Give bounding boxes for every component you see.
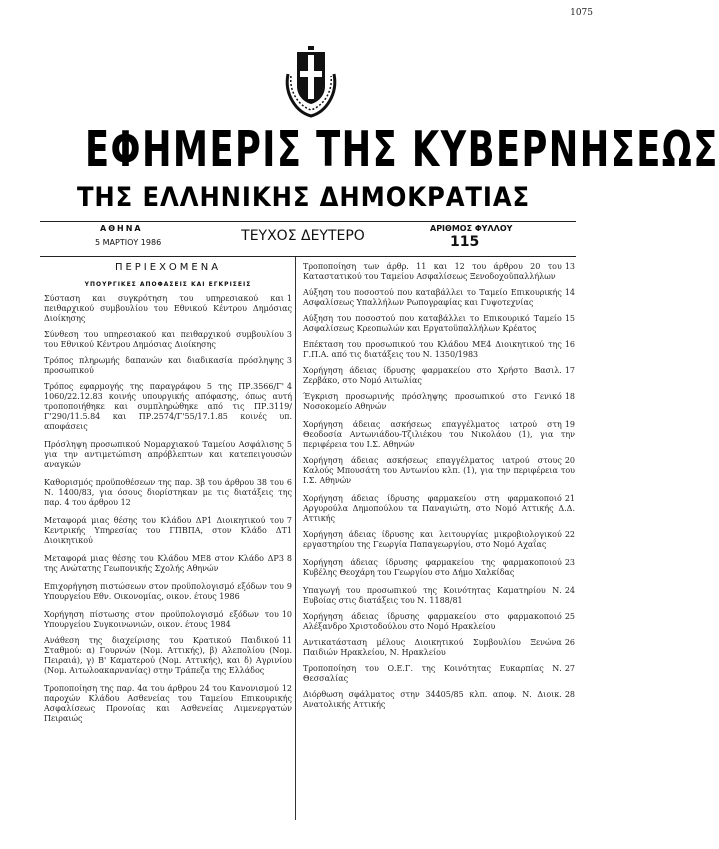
toc-entry — [303, 638, 575, 658]
toc-entry-title: Υπαγωγή του προσωπικού της Κοινότητας Καματηρίου Ν. Ευβοίας στις διατάξεις του Ν. 1188/81 — [303, 586, 562, 605]
toc-entry-title: Αντικατάσταση μέλους Διοικητικού Συμβουλίου Ξενώνα Παιδιών Ηρακλείου, Ν. Ηρακλείου — [303, 638, 562, 657]
issue-volume: ΤΕΥΧΟΣ ΔΕΥΤΕΡΟ — [241, 228, 365, 244]
toc-entry-title: Τρόπος πληρωμής δαπανών και διαδικασία πρόσληψης προσωπικού — [44, 356, 284, 375]
toc-entry-title: Τροποποίηση του Ο.Ε.Γ. της Κοινότητας Ευκαρπίας Ν. Θεσσαλίας — [303, 664, 562, 683]
toc-left-entries — [44, 294, 292, 724]
greek-coat-of-arms-emblem — [282, 40, 340, 120]
toc-entry-title: Σύνθεση του υπηρεσιακού και πειθαρχικού συμβουλίου του Εθνικού Κέντρου Δημόσιας Διοίκησης — [44, 330, 284, 349]
toc-entry-page: 26 — [564, 638, 575, 647]
header-rule-top — [40, 221, 576, 222]
toc-entry — [303, 612, 575, 632]
toc-entry-title: Σύσταση και συγκρότηση του υπηρεσιακού και πειθαρχικού συμβουλίου του Εθνικού Κέντρου Δημόσιας Διοίκησης — [44, 294, 292, 323]
toc-entry — [303, 392, 575, 412]
toc-entry-page: 21 — [564, 494, 575, 503]
toc-entry — [44, 684, 292, 724]
toc-entry-title: Χορήγηση άδειας ασκήσεως επαγγέλματος ιατρού στους Καλούς Μπουσάτη του Αντωνίου κλπ. (1), για την περιφέρεια του Ι.Σ. Αθηνών — [303, 456, 575, 485]
toc-entry-page: 6 — [286, 478, 292, 487]
toc-entry — [44, 294, 292, 324]
toc-entry-title: Χορήγηση άδειας ίδρυσης φαρμακείου στη φαρμακοποιό Αργυρούλα Δημοπούλου τα Παναγιώτη, στο Νομό Αττικής Δ.Δ. Αττικής — [303, 494, 575, 523]
toc-entry — [303, 262, 575, 282]
toc-entry-page: 19 — [564, 420, 575, 429]
toc-entry-page: 23 — [564, 558, 575, 567]
toc-entry-title: Χορήγηση άδειας ίδρυσης φαρμακείου στο φαρμακοποιό Αλέξανδρο Χριστοδούλου στο Νομό Ηρακλείου — [303, 612, 562, 631]
toc-heading: ΠΕΡΙΕΧΟΜΕΝΑ — [114, 262, 222, 273]
page-number: 1075 — [570, 8, 593, 18]
toc-entry-page: 1 — [286, 294, 292, 303]
toc-entry-title: Πρόσληψη προσωπικού Νομαρχιακού Ταμείου Ασφάλισης για την αντιμετώπιση απρόβλεπτων και κατεπειγουσών αναγκών — [44, 440, 292, 469]
toc-entry-page: 10 — [281, 610, 292, 619]
toc-entry-title: Τροποποίηση της παρ. 4α του άρθρου 24 του Κανονισμού παροχών Κλάδου Ασθενείας του Ταμείου Επικουρικής Ασφαλίσεως Προνοίας και Ασθενείας Λιμενεργατών Πειραιώς — [44, 684, 292, 723]
toc-entry-title: Χορήγηση άδειας ίδρυσης φαρμακείου στο Χρήστο Βασιλ. Ζερβάκο, στο Νομό Αιτωλίας — [303, 366, 562, 385]
newspaper-title: ΕΦΗΜΕΡΙΣ ΤΗΣ ΚΥΒΕΡΝΗΣΕΩΣ — [84, 121, 719, 178]
toc-right-column — [303, 262, 575, 716]
toc-entry-title: Μεταφορά μιας θέσης του Κλάδου ΔΡ1 Διοικητικού του Κεντρικής Υπηρεσίας του ΓΠΒΠΑ, στον Κλάδο ΔΤ1 Διοικητικού — [44, 516, 292, 545]
toc-entry-page: 13 — [564, 262, 575, 271]
toc-entry — [44, 610, 292, 630]
toc-entry — [303, 530, 575, 550]
toc-entry — [303, 664, 575, 684]
toc-entry — [303, 456, 575, 486]
toc-entry-page: 22 — [564, 530, 575, 539]
toc-entry — [303, 288, 575, 308]
toc-entry-page: 14 — [564, 288, 575, 297]
issue-date: 5 ΜΑΡΤΙΟΥ 1986 — [95, 238, 162, 247]
toc-entry — [303, 558, 575, 578]
toc-entry — [303, 340, 575, 360]
toc-entry-title: Επέκταση του προσωπικού του Κλάδου ΜΕ4 Διοικητικού της Γ.Π.Α. από τις διατάξεις του Ν. 1350/1983 — [303, 340, 562, 359]
toc-entry-page: 8 — [286, 554, 292, 563]
toc-entry-title: Ανάθεση της διαχείρισης του Κρατικού Παιδικού Σταθμού: α) Γουρνών (Νομ. Αττικής), β) Αλεπολίου (Νομ. Πειραιά), γ) Β' Καματερού (Νομ. Αττικής), και δ) Αγρινίου (Νομ. Αιτωλοακαρνανίας) στην Τράπεζα της Ελλάδος — [44, 636, 292, 675]
toc-subheading: ΥΠΟΥΡΓΙΚΕΣ ΑΠΟΦΑΣΕΙΣ ΚΑΙ ΕΓΚΡΙΣΕΙΣ — [84, 281, 252, 288]
toc-entry-title: Έγκριση προσωρινής πρόσληψης προσωπικού στο Γενικό Νοσοκομείο Αθηνών — [303, 392, 562, 411]
issue-city: ΑΘΗΝΑ — [100, 224, 143, 233]
toc-entry-title: Καθορισμός προϋποθέσεων της παρ. 3β του άρθρου 38 του Ν. 1400/83, για όσους διορίστηκαν με τις διατάξεις της παρ. 4 του άρθρου 12 — [44, 478, 292, 507]
toc-entry — [303, 586, 575, 606]
toc-entry-title: Χορήγηση άδειας ίδρυσης και λειτουργίας μικροβιολογικού εργαστηρίου της Γεωργία Παπαγεωργίου, στο Νομό Αχαΐας — [303, 530, 562, 549]
toc-right-entries — [303, 262, 575, 710]
sheet-number-label: ΑΡΙΘΜΟΣ ΦΥΛΛΟΥ — [430, 224, 513, 233]
toc-entry — [44, 440, 292, 470]
toc-entry-page: 11 — [281, 636, 292, 645]
toc-entry-page: 9 — [286, 582, 292, 591]
toc-entry-page: 3 — [286, 330, 292, 339]
toc-entry-page: 15 — [564, 314, 575, 323]
toc-entry — [303, 420, 575, 450]
toc-entry-title: Τροποποίηση των άρθρ. 11 και 12 του άρθρου 20 του Καταστατικού του Ταμείου Ασφαλίσεως Ξενοδοχοϋπαλλήλων — [303, 262, 562, 281]
toc-entry — [44, 554, 292, 574]
toc-left-column — [44, 262, 292, 730]
toc-entry-page: 25 — [564, 612, 575, 621]
toc-entry-title: Επιχορήγηση πιστώσεων στον προϋπολογισμό εξόδων του Υπουργείου Εθν. Οικονομίας, οικον. έτους 1986 — [44, 582, 284, 601]
toc-entry — [44, 582, 292, 602]
toc-entry-title: Τρόπος εφαρμογής της παραγράφου 5 της ΠΡ.3566/Γ' 1060/22.12.83 κοινής υπουργικής απόφασης, όπως αυτή τροποποιήθηκε και συμπληρώθηκε από τις ΠΡ.3119/Γ'290/11.5.84 και ΠΡ.2574/Γ'55/17.1.85 κοινές υπ. αποφάσεις — [44, 382, 292, 431]
toc-entry-title: Χορήγηση άδειας ίδρυσης φαρμακείου της φαρμακοποιού Κυβέλης Θεοχάρη του Γεωργίου στο Δήμο Χαλκίδας — [303, 558, 562, 577]
toc-entry-page: 3 — [286, 356, 292, 365]
toc-entry-page: 24 — [564, 586, 575, 595]
toc-entry — [303, 314, 575, 334]
toc-entry-page: 7 — [286, 516, 292, 525]
toc-entry — [303, 690, 575, 710]
toc-entry — [44, 356, 292, 376]
toc-entry-page: 20 — [564, 456, 575, 465]
toc-entry — [44, 516, 292, 546]
toc-entry-page: 18 — [564, 392, 575, 401]
toc-entry-title: Χορήγηση πίστωσης στον προϋπολογισμό εξόδων του Υπουργείου Συγκοινωνιών, οικον. έτους 1984 — [44, 610, 279, 629]
toc-entry-page: 12 — [281, 684, 292, 693]
toc-entry-title: Αύξηση του ποσοστού που καταβάλλει το Ταμείο Επικουρικής Ασφαλίσεως Υπαλλήλων Ρωπογραφίας και Γυψοτεχνίας — [303, 288, 562, 307]
toc-entry-page: 27 — [564, 664, 575, 673]
toc-entry-page: 5 — [286, 440, 292, 449]
toc-entry-page: 17 — [564, 366, 575, 375]
toc-entry-title: Αύξηση του ποσοστού που καταβάλλει το Επικουρικό Ταμείο Ασφαλίσεως Κρεοπωλών και Εργατοϋπαλλήλων Κρέατος — [303, 314, 562, 333]
toc-entry-title: Διόρθωση σφάλματος στην 34405/85 κλπ. αποφ. Ν. Διοικ. Ανατολικής Αττικής — [303, 690, 562, 709]
toc-entry — [303, 366, 575, 386]
column-divider — [295, 257, 296, 820]
toc-entry-page: 16 — [564, 340, 575, 349]
toc-entry-title: Μεταφορά μιας θέσης του Κλάδου ΜΕ8 στον Κλάδο ΔΡ3 της Ανώτατης Γεωπονικής Σχολής Αθηνών — [44, 554, 284, 573]
toc-entry — [44, 330, 292, 350]
toc-entry-page: 28 — [564, 690, 575, 699]
toc-entry — [44, 478, 292, 508]
issue-info-bar — [40, 224, 576, 252]
toc-entry — [44, 382, 292, 432]
newspaper-subtitle: ΤΗΣ ΕΛΛΗΝΙΚΗΣ ΔΗΜΟΚΡΑΤΙΑΣ — [76, 182, 531, 213]
header-rule-bottom — [40, 256, 576, 257]
toc-entry-page: 4 — [286, 382, 292, 391]
toc-entry — [44, 636, 292, 676]
toc-entry-title: Χορήγηση άδειας ασκήσεως επαγγέλματος ιατρού στη Θεοδοσία Αντωνιάδου-Τζιλιέκου του Νικολάου (1), για την περιφέρεια του Ι.Σ. Αθηνών — [303, 420, 575, 449]
sheet-number: 115 — [450, 234, 480, 250]
toc-entry — [303, 494, 575, 524]
